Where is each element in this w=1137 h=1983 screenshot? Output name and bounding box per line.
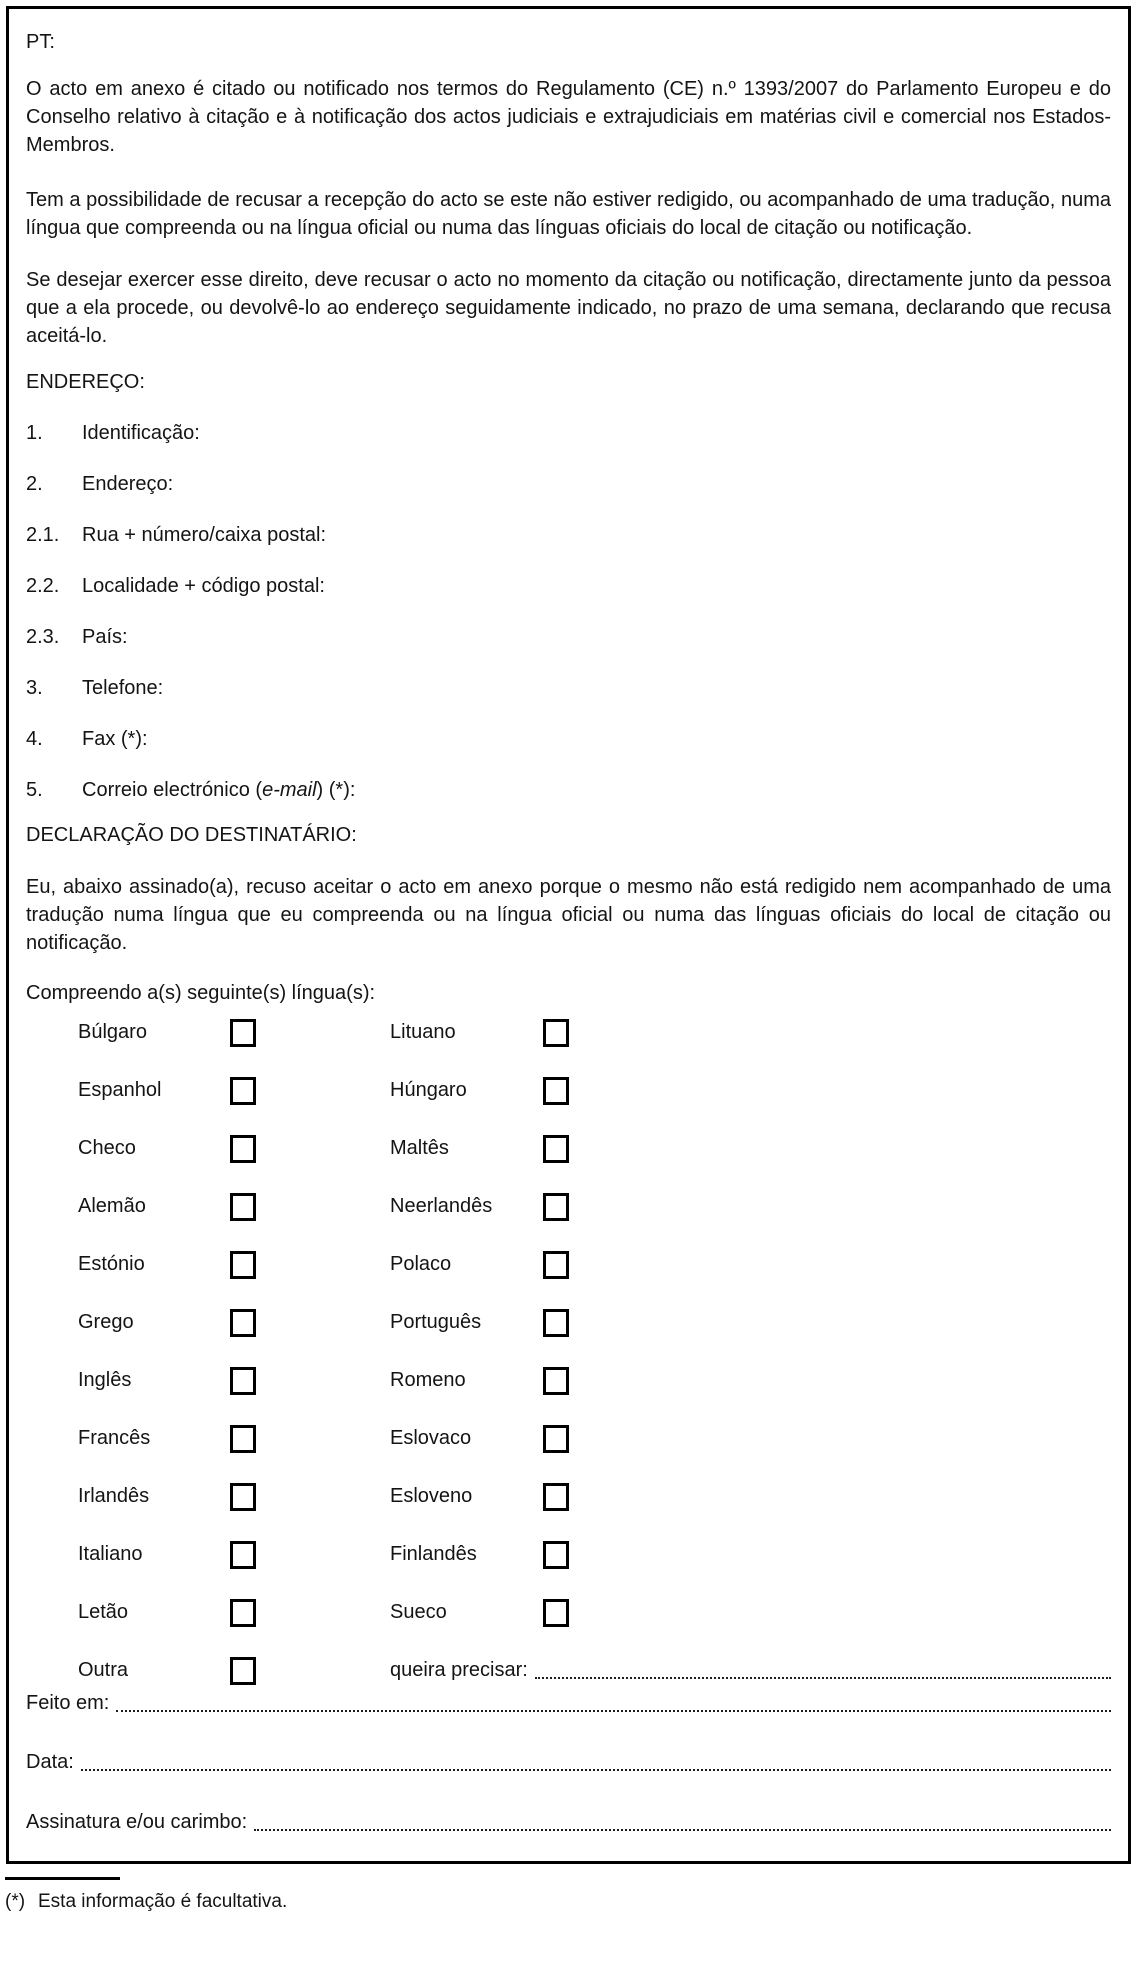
language-checkbox[interactable]	[543, 1367, 569, 1395]
footnote-line	[5, 1889, 1137, 1915]
address-item	[26, 674, 1111, 702]
place-fill-line[interactable]	[116, 1689, 1111, 1712]
intro-paragraph: Tem a possibilidade de recusar a recepção do acto se este não estiver redigido, ou acompanhado de uma tradução, numa língua que compreenda ou na língua oficial ou numa das línguas oficiais do local de citação ou notificação.	[26, 189, 1111, 239]
field-row-place	[26, 1689, 1111, 1717]
language-label: Finlandês	[390, 1543, 477, 1565]
form-container	[6, 6, 1131, 1864]
footnote	[5, 1877, 1137, 1915]
language-checkbox[interactable]	[543, 1599, 569, 1627]
language-checkbox[interactable]	[230, 1077, 256, 1105]
language-tag: PT:	[26, 31, 55, 53]
language-checkbox[interactable]	[230, 1425, 256, 1453]
language-label: Estónio	[78, 1253, 145, 1275]
language-label: Eslovaco	[390, 1427, 472, 1449]
language-label: Romeno	[390, 1369, 466, 1391]
language-checkbox[interactable]	[230, 1135, 256, 1163]
item-label: Rua + número/caixa postal:	[82, 524, 327, 546]
address-item	[26, 572, 1111, 600]
language-label: Neerlandês	[390, 1195, 493, 1217]
item-number: 4.	[26, 728, 43, 750]
language-checkbox[interactable]	[543, 1483, 569, 1511]
item-label: Telefone:	[82, 677, 164, 699]
address-item	[26, 470, 1111, 498]
language-label: Polaco	[390, 1253, 452, 1275]
language-label: Maltês	[390, 1137, 449, 1159]
intro-paragraph: Se desejar exercer esse direito, deve recusar o acto no momento da citação ou notificação, directamente junto da pessoa que a ela procede, ou devolvê-lo ao endereço seguidamente indicado, no prazo de uma semana, declarando que recusa aceitá-lo.	[26, 269, 1111, 347]
language-label: Letão	[78, 1601, 129, 1623]
item-label: Localidade + código postal:	[82, 575, 325, 597]
address-heading: ENDEREÇO:	[26, 371, 145, 393]
item-number: 2.2.	[26, 575, 60, 597]
item-number: 2.3.	[26, 626, 60, 648]
address-item	[26, 419, 1111, 447]
language-checkbox[interactable]	[230, 1541, 256, 1569]
specify-fill-line[interactable]	[535, 1656, 1111, 1679]
language-row	[26, 1366, 1111, 1394]
other-language-checkbox[interactable]	[230, 1657, 256, 1685]
item-label-suffix: ) (*):	[316, 779, 356, 801]
language-row	[26, 1540, 1111, 1568]
item-label-prefix: Correio electrónico (	[82, 779, 263, 801]
language-row	[26, 1134, 1111, 1162]
language-row	[26, 1250, 1111, 1278]
language-checkbox[interactable]	[230, 1367, 256, 1395]
footnote-text: Esta informação é facultativa.	[38, 1891, 288, 1912]
language-checkbox[interactable]	[543, 1425, 569, 1453]
language-checkbox-grid	[26, 1018, 1111, 1684]
language-label: Português	[390, 1311, 482, 1333]
language-checkbox[interactable]	[230, 1599, 256, 1627]
language-label: Sueco	[390, 1601, 447, 1623]
address-item	[26, 776, 1111, 804]
specify-label: queira precisar:	[390, 1659, 528, 1681]
intro-paragraph: O acto em anexo é citado ou notificado nos termos do Regulamento (CE) n.º 1393/2007 do Parlamento Europeu e do Conselho relativo à citação e à notificação dos actos judiciais e extrajudiciais em matérias civil e comercial nos Estados-Membros.	[26, 78, 1111, 156]
language-checkbox[interactable]	[543, 1019, 569, 1047]
language-label: Irlandês	[78, 1485, 150, 1507]
other-language-label: Outra	[78, 1659, 129, 1681]
item-label: País:	[82, 626, 128, 648]
language-checkbox[interactable]	[543, 1077, 569, 1105]
language-row	[26, 1482, 1111, 1510]
language-label: Lituano	[390, 1021, 456, 1043]
item-label: Fax (*):	[82, 728, 148, 750]
field-row-signature	[26, 1808, 1111, 1836]
item-number: 3.	[26, 677, 43, 699]
language-checkbox[interactable]	[543, 1251, 569, 1279]
declaration-heading: DECLARAÇÃO DO DESTINATÁRIO:	[26, 824, 357, 846]
item-label: Endereço:	[82, 473, 174, 495]
language-label: Búlgaro	[78, 1021, 147, 1043]
language-checkbox[interactable]	[543, 1193, 569, 1221]
field-label: Data:	[26, 1751, 74, 1773]
language-row	[26, 1018, 1111, 1046]
signature-fill-line[interactable]	[254, 1808, 1111, 1831]
language-label: Checo	[78, 1137, 136, 1159]
field-row-date	[26, 1748, 1111, 1776]
language-checkbox[interactable]	[543, 1541, 569, 1569]
date-fill-line[interactable]	[81, 1748, 1111, 1771]
language-checkbox[interactable]	[230, 1019, 256, 1047]
item-number: 1.	[26, 422, 43, 444]
language-checkbox[interactable]	[230, 1483, 256, 1511]
language-row	[26, 1308, 1111, 1336]
other-language-row	[26, 1656, 1111, 1684]
specify-field	[390, 1656, 1111, 1684]
language-label: Italiano	[78, 1543, 143, 1565]
language-checkbox[interactable]	[230, 1251, 256, 1279]
address-item	[26, 521, 1111, 549]
field-label: Assinatura e/ou carimbo:	[26, 1811, 248, 1833]
language-checkbox[interactable]	[230, 1309, 256, 1337]
languages-prompt: Compreendo a(s) seguinte(s) língua(s):	[26, 982, 376, 1004]
item-number: 2.1.	[26, 524, 60, 546]
language-label: Alemão	[78, 1195, 146, 1217]
language-label: Inglês	[78, 1369, 132, 1391]
item-label	[82, 776, 355, 804]
item-number: 5.	[26, 779, 43, 801]
language-checkbox[interactable]	[543, 1135, 569, 1163]
language-row	[26, 1192, 1111, 1220]
footnote-separator	[5, 1877, 120, 1880]
address-item	[26, 725, 1111, 753]
footnote-marker: (*)	[5, 1891, 26, 1912]
declaration-paragraph: Eu, abaixo assinado(a), recuso aceitar o acto em anexo porque o mesmo não está redigido nem acompanhado de uma tradução numa língua que eu compreenda ou na língua oficial ou numa das línguas oficiais do local de citação ou notificação.	[26, 876, 1111, 954]
language-row	[26, 1424, 1111, 1452]
field-label: Feito em:	[26, 1692, 110, 1714]
language-label: Francês	[78, 1427, 151, 1449]
language-label: Espanhol	[78, 1079, 162, 1101]
language-label: Grego	[78, 1311, 134, 1333]
language-checkbox[interactable]	[230, 1193, 256, 1221]
language-row	[26, 1598, 1111, 1626]
item-label: Identificação:	[82, 422, 200, 444]
item-label-italic: e-mail	[262, 779, 317, 801]
language-label: Esloveno	[390, 1485, 473, 1507]
address-item	[26, 623, 1111, 651]
language-row	[26, 1076, 1111, 1104]
language-checkbox[interactable]	[543, 1309, 569, 1337]
item-number: 2.	[26, 473, 43, 495]
language-label: Húngaro	[390, 1079, 467, 1101]
